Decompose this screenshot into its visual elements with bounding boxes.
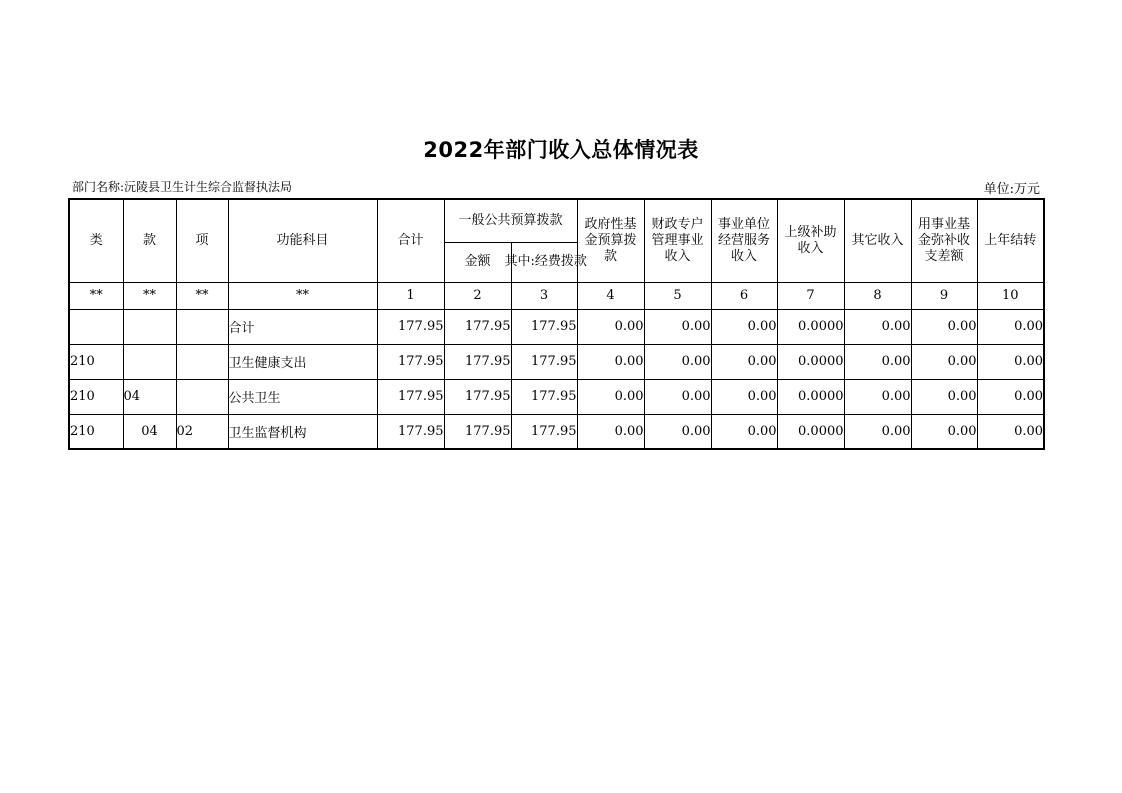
index-cell: 3	[511, 282, 577, 309]
cell-kuan	[123, 344, 176, 379]
cell-of-which: 177.95	[511, 379, 577, 414]
cell-of-which: 177.95	[511, 309, 577, 344]
cell-lei	[69, 309, 123, 344]
header-carryover: 上年结转	[977, 199, 1044, 282]
table-row	[69, 309, 1044, 344]
cell-fund-offset: 0.00	[911, 414, 977, 449]
cell-fund-offset: 0.00	[911, 309, 977, 344]
cell-subject: 卫生监督机构	[228, 414, 377, 449]
report-title: 2022年部门收入总体情况表	[423, 138, 699, 162]
cell-operating: 0.00	[711, 344, 777, 379]
header-fund-offset: 用事业基金弥补收支差额	[911, 199, 977, 282]
cell-operating: 0.00	[711, 309, 777, 344]
index-cell: **	[228, 282, 377, 309]
header-subject: 功能科目	[228, 199, 377, 282]
header-xiang: 项	[176, 199, 228, 282]
cell-xiang	[176, 379, 228, 414]
department-name: 部门名称:沅陵县卫生计生综合监督执法局	[72, 180, 293, 194]
index-cell: 6	[711, 282, 777, 309]
cell-operating: 0.00	[711, 379, 777, 414]
cell-xiang	[176, 309, 228, 344]
index-cell: 1	[377, 282, 444, 309]
cell-carryover: 0.00	[977, 379, 1044, 414]
cell-superior-subsidy: 0.0000	[777, 414, 844, 449]
table-row	[69, 414, 1044, 449]
cell-subject: 卫生健康支出	[228, 344, 377, 379]
header-row-1	[69, 199, 1044, 242]
header-amount: 金额	[444, 242, 511, 282]
index-cell: 9	[911, 282, 977, 309]
cell-kuan: 04	[123, 414, 176, 449]
cell-total: 177.95	[377, 309, 444, 344]
unit-label: 单位:万元	[983, 182, 1040, 197]
cell-kuan: 04	[123, 379, 176, 414]
cell-of-which: 177.95	[511, 414, 577, 449]
cell-superior-subsidy: 0.0000	[777, 379, 844, 414]
index-cell: 10	[977, 282, 1044, 309]
header-operating: 事业单位经营服务收入	[711, 199, 777, 282]
cell-total: 177.95	[377, 379, 444, 414]
header-lei: 类	[69, 199, 123, 282]
cell-fiscal-special: 0.00	[644, 344, 711, 379]
table-row	[69, 379, 1044, 414]
cell-amount: 177.95	[444, 309, 511, 344]
income-table	[68, 198, 1045, 450]
index-cell: **	[69, 282, 123, 309]
header-of-which	[504, 242, 587, 282]
header-fiscal-special: 财政专户管理事业收入	[644, 199, 711, 282]
cell-gov-fund: 0.00	[577, 379, 644, 414]
index-cell: 8	[844, 282, 911, 309]
cell-xiang: 02	[176, 414, 228, 449]
cell-carryover: 0.00	[977, 344, 1044, 379]
cell-total: 177.95	[377, 414, 444, 449]
cell-subject: 公共卫生	[228, 379, 377, 414]
cell-subject: 合计	[228, 309, 377, 344]
cell-carryover: 0.00	[977, 414, 1044, 449]
cell-amount: 177.95	[444, 414, 511, 449]
index-cell: 2	[444, 282, 511, 309]
cell-lei: 210	[69, 344, 123, 379]
header-kuan: 款	[123, 199, 176, 282]
cell-fiscal-special: 0.00	[644, 414, 711, 449]
cell-fiscal-special: 0.00	[644, 309, 711, 344]
header-gov-fund: 政府性基金预算拨款	[577, 199, 644, 282]
cell-other: 0.00	[844, 309, 911, 344]
cell-carryover: 0.00	[977, 309, 1044, 344]
index-cell: **	[123, 282, 176, 309]
header-general-budget: 一般公共预算拨款	[444, 199, 577, 242]
cell-amount: 177.95	[444, 379, 511, 414]
cell-fund-offset: 0.00	[911, 344, 977, 379]
cell-gov-fund: 0.00	[577, 344, 644, 379]
index-cell: **	[176, 282, 228, 309]
header-total: 合计	[377, 199, 444, 282]
cell-of-which: 177.95	[511, 344, 577, 379]
cell-total: 177.95	[377, 344, 444, 379]
cell-amount: 177.95	[444, 344, 511, 379]
cell-other: 0.00	[844, 414, 911, 449]
index-cell: 4	[577, 282, 644, 309]
cell-gov-fund: 0.00	[577, 309, 644, 344]
cell-lei: 210	[69, 414, 123, 449]
cell-lei: 210	[69, 379, 123, 414]
index-row	[69, 282, 1044, 309]
header-other: 其它收入	[844, 199, 911, 282]
index-cell: 7	[777, 282, 844, 309]
cell-superior-subsidy: 0.0000	[777, 309, 844, 344]
header-superior-subsidy: 上级补助收入	[777, 199, 844, 282]
cell-kuan	[123, 309, 176, 344]
cell-fiscal-special: 0.00	[644, 379, 711, 414]
index-cell: 5	[644, 282, 711, 309]
cell-xiang	[176, 344, 228, 379]
cell-fund-offset: 0.00	[911, 379, 977, 414]
cell-other: 0.00	[844, 344, 911, 379]
cell-operating: 0.00	[711, 414, 777, 449]
header-of-which-text: 其中:经费拨款	[504, 254, 587, 269]
cell-other: 0.00	[844, 379, 911, 414]
cell-gov-fund: 0.00	[577, 414, 644, 449]
table-row	[69, 344, 1044, 379]
cell-superior-subsidy: 0.0000	[777, 344, 844, 379]
